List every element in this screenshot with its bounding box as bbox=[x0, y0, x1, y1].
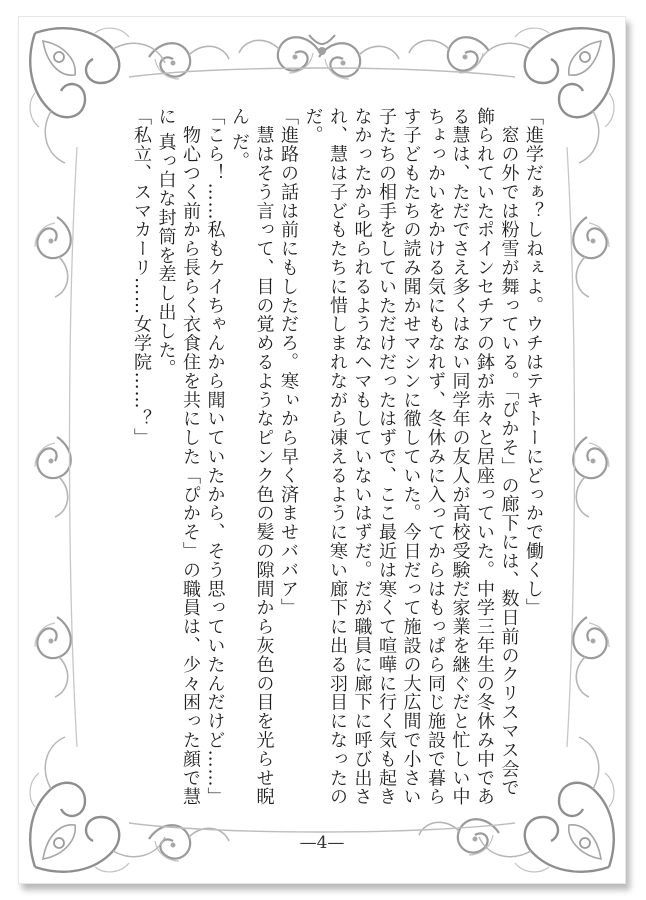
narration-paragraph: 慧はそう言って、目の覚めるようなピンク色の髪の隙間から灰色の目を光らせ睨ん だ。 bbox=[229, 107, 275, 807]
vertical-text-body bbox=[115, 107, 545, 807]
dialogue-line: 「こら！……私もケイちゃんから聞いていたから、そう思っていたんだけど……」 bbox=[204, 107, 226, 807]
page-number: —4— bbox=[299, 833, 345, 853]
narration-paragraph: 物心つく前から長らく衣食住を共にした「ぴかそ」の職員は、少々困った顔で慧に 真っ白な封筒を差し出した。 bbox=[155, 107, 201, 807]
book-page bbox=[18, 16, 626, 884]
dialogue-line: 「私立、スマカーリ……女学院……？」 bbox=[131, 107, 152, 448]
dialogue-line: 「進学だぁ？しねぇよ。ウチはテキトーにどっかで働くし」 bbox=[523, 107, 544, 618]
dialogue-line: 「進路の話は前にもしただろ。寒ぃから早く済ませババア」 bbox=[278, 107, 299, 618]
narration-paragraph: 窓の外では粉雪が舞っている。「ぴかそ」の廊下には、数日前のクリスマス会で飾られていたポインセチアの鉢が赤々と居座っていた。中学三年生の冬休み中であ る慧は、ただでさえ多くはない同学年の友人が高校受験だ家業を継ぐだと忙しい中 ちょっかいをかける気にもなれず、冬休みに入ってからはもっぱら同じ施設で暮ら す子どもたちの読み聞かせマシンに徹していた。今日だって施設の大広間で小さい 子たちの相手をしていただけだったはずで、ここ最近は寒くて喧嘩に行く気も起き なかったから叱られるようなヘマもしていないはずだ。だが職員に廊下に呼び出さ れ、慧は子どもたちに惜しまれながら凍えるように寒い廊下に出る羽目になったの だ。 bbox=[302, 107, 520, 807]
